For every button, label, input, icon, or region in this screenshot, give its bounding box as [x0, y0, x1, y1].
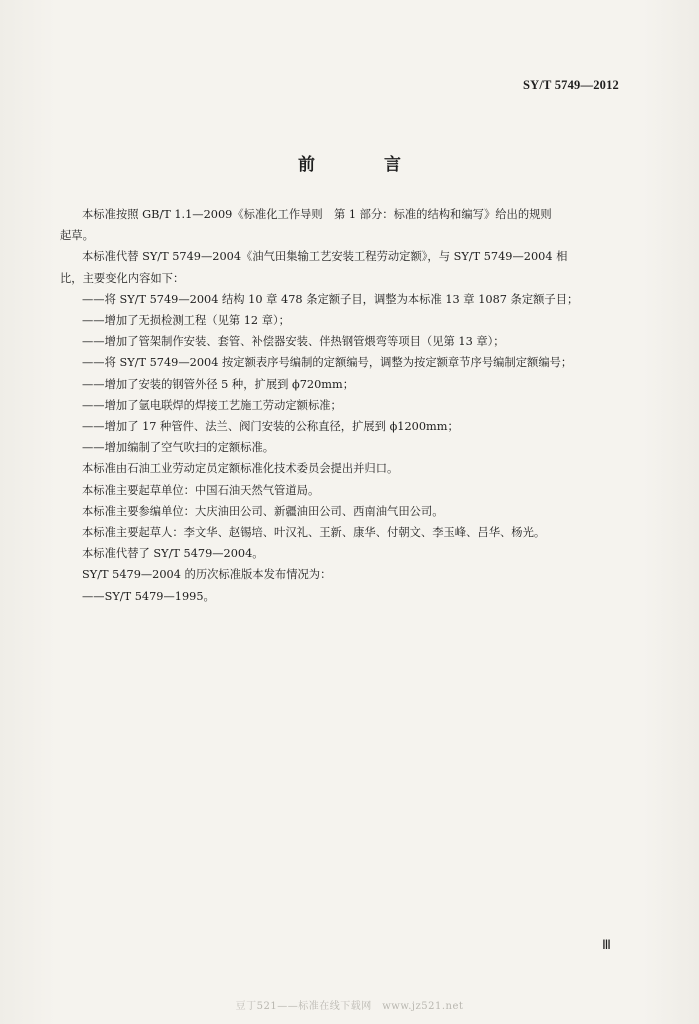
change-item: ——将 SY/T 5749—2004 按定额表序号编制的定额编号，调整为按定额章节序号编制定额编号；: [82, 356, 573, 370]
change-item: ——增加了无损检测工程（见第 12 章）；: [82, 314, 290, 328]
foreword-body: [60, 204, 632, 607]
paragraph-line: 起草。: [60, 229, 94, 243]
paragraph-line: 比，主要变化内容如下：: [60, 271, 185, 285]
change-item: ——增加编制了空气吹扫的定额标准。: [82, 441, 275, 455]
paragraph-line: 本标准主要起草人：李文华、赵锡培、叶汉礼、王新、康华、付朝文、李玉峰、吕华、杨光。: [82, 526, 546, 540]
page-title: 前 言: [298, 155, 427, 175]
change-item: ——增加了安装的钢管外径 5 种，扩展到 ϕ720mm；: [82, 377, 354, 391]
footer-watermark: 豆丁521——标准在线下载网 www.jz521.net: [235, 1001, 464, 1012]
paragraph-line: 本标准主要参编单位：大庆油田公司、新疆油田公司、西南油气田公司。: [82, 504, 444, 518]
standard-code: SY/T 5749—2012: [523, 78, 619, 92]
change-item: ——增加了氩电联焊的焊接工艺施工劳动定额标准；: [82, 398, 342, 412]
paragraph-line: SY/T 5479—2004 的历次标准版本发布情况为：: [82, 568, 332, 582]
paragraph-line: 本标准代替了 SY/T 5479—2004。: [82, 547, 264, 561]
change-item: ——增加了 17 种管件、法兰、阀门安装的公称直径，扩展到 ϕ1200mm；: [82, 420, 459, 434]
change-item: ——增加了管架制作安装、套管、补偿器安装、伴热钢管煨弯等项目（见第 13 章）；: [82, 335, 505, 349]
paragraph-line: 本标准由石油工业劳动定员定额标准化技术委员会提出并归口。: [82, 462, 399, 476]
paragraph-line: 本标准按照 GB/T 1.1—2009《标准化工作导则 第 1 部分：标准的结构和编写》给出的规则: [82, 208, 552, 221]
history-item: ——SY/T 5479—1995。: [82, 589, 215, 603]
paragraph-line: 本标准主要起草单位：中国石油天然气管道局。: [82, 483, 320, 497]
change-item: ——将 SY/T 5749—2004 结构 10 章 478 条定额子目，调整为本标准 13 章 1087 条定额子目；: [82, 292, 579, 306]
page-number: Ⅲ: [602, 937, 611, 952]
paragraph-line: 本标准代替 SY/T 5749—2004《油气田集输工艺安装工程劳动定额》，与 SY/T 5749—2004 相: [82, 250, 568, 264]
